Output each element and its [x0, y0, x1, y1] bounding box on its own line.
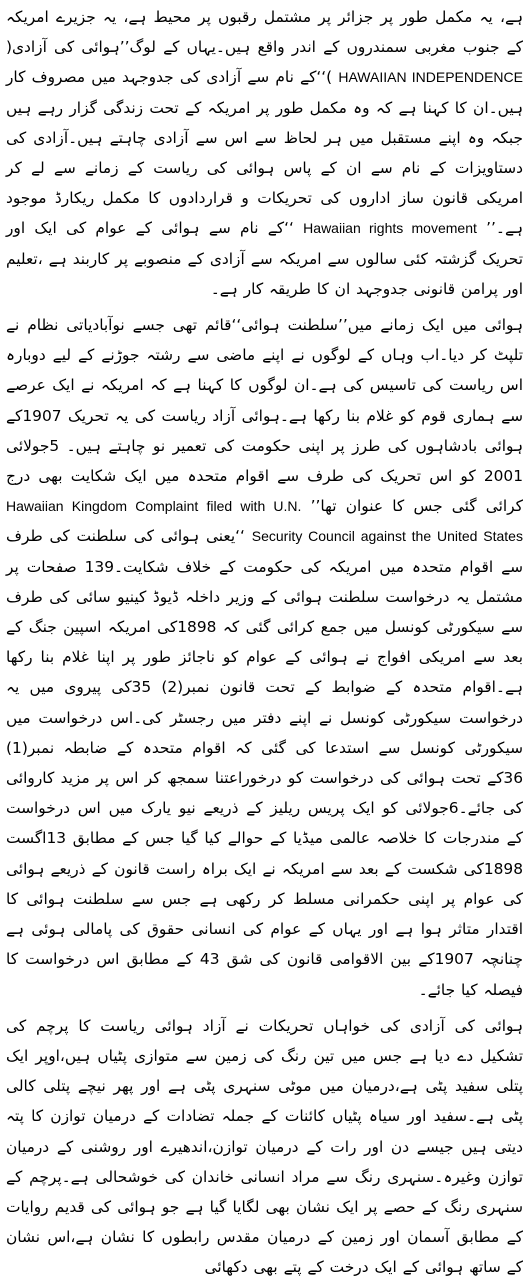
text-segment: ہے، یہ مکمل طور پر جزائر پر مشتمل رقبوں پر محیط ہے، یہ جزیرے امریکہ کے جنوب مغربی سمندروں کے اندر واقع ہیں۔یہاں کے لوگ’’ہوائی کی آزادی( — [6, 8, 523, 57]
text-segment: ہوائی میں ایک زمانے میں’’سلطنت ہوائی‘‘قائم تھی جسے نوآبادیاتی نظام نے تلپٹ کر دیا۔اب وہاں کے لوگوں نے اپنے ماضی سے رشتہ جوڑنے کے لیے دوبارہ اس ریاست کی تاسیس کی ہے۔ان لوگوں کا کہنا ہے کہ امریکہ نے ایک عرصے سے ہماری قوم کو غلام بنا رکھا ہے۔ہوائی آزاد ریاست کی یہ تحریک 1907کے ہوائی بادشاہوں کی طرز پر اپنی حکومت کی تعمیر نو چاہتے ہیں۔ 5جولائی 2001 کو اس تحریک کی طرف سے اقوام متحدہ میں ایک شکایت بھی درج کرائی گئی جس کا عنوان تھا’’ — [6, 316, 523, 516]
text-segment: )‘‘کے نام سے آزادی کی جدوجہد میں مصروف کار ہیں۔ان کا کہنا ہے کہ وہ مکمل طور پر امریکہ کے تحت زندگی گزار رہے ہیں جبکہ وہ اپنے مستقبل میں ہر لحاظ سے اس سے آزادی چاہتے ہیں۔آزادی کی دستاویزات کے نام سے ان کے پاس ہوائی کی ریاست کے زمانے سے لے کر امریکی قانون ساز اداروں کی تحریکات و قراردادوں کا مکمل ریکارڈ موجود ہے۔’’ — [6, 68, 523, 238]
paragraph-flag-description — [6, 1011, 523, 1283]
text-segment: ‘‘یعنی ہوائی کی سلطنت کی طرف سے اقوام متحدہ میں امریکہ کی حکومت کے خلاف شکایت۔139 صفحات پر مشتمل یہ درخواست سلطنت ہوائی کے وزیر داخلہ ڈیوڈ کینیو سائی کی طرف سے سیکورٹی کونسل میں جمع کرائی گئی کہ 1898کی امریکہ اسپین جنگ کے بعد سے امریکی افواج نے ہوائی کے عوام کو ناجائز طور پر اپنا غلام بنا رکھا ہے۔اقوام متحدہ کے ضوابط کے تحت قانون نمبر(2) 35کی پیروی میں یہ درخواست سیکورٹی کونسل نے اپنے دفتر میں رجسٹر کی۔اس درخواست میں سیکورٹی کونسل سے استدعا کی گئی کہ اقوام متحدہ کے ضابطہ نمبر(1) 36کے تحت ہوائی کی درخواست کو درخوراعتنا سمجھ کر اس پر مزید کاروائی کی جائے۔6جولائی کو ایک پریس ریلیز کے ذریعے نیو یارک میں اس درخواست کے مندرجات کا خلاصہ عالمی میڈیا کے حوالے کیا گیا جس کے مطابق 13اگست 1898کی شکست کے بعد سے امریکہ نے ایک براہ راست قانون کے ذریعے ہوائی کی عوام پر اپنی حکمرانی مسلط کر رکھی ہے جس سے سلطنت ہوائی کا اقتدار متاثر ہوا ہے اور یہاں کے عوام کی انسانی حقوق کی پامالی ہوئی ہے چنانچہ 1907کے بین الاقوامی قانون کی شق 43 کے مطابق اس درخواست کا فیصلہ کیا جائے۔ — [6, 527, 524, 999]
paragraph-kingdom-complaint — [6, 310, 523, 1005]
paragraph-hawaiian-independence — [6, 2, 523, 304]
text-segment: ہوائی کی آزادی کی خواہاں تحریکات نے آزاد ہوائی ریاست کا پرچم کی تشکیل دے دیا ہے جس میں تین رنگ کی زمین سے متوازی پٹیاں ہیں،اوپر ایک پتلی سفید پٹی ہے،درمیان میں موٹی سنہری پٹی ہے اور پھر نیچے پتلی کالی پٹی ہے۔سفید اور سیاہ پٹیاں کائنات کے جملہ تضادات کے درمیان توازن کا پتہ دیتی ہیں جیسے دن اور رات کے درمیان توازن،اندھیرے اور روشنی کے درمیان توازن وغیرہ۔سنہری رنگ سے مراد انسانی خاندان کی خوشحالی ہے۔پرچم کے سنہری رنگ کے حصے پر ایک نشان بھی لگایا گیا ہے جو ہوائی کی قدیم روایات کے مطابق آسمان اور زمین کے درمیان مقدس رابطوں کا نشان ہے،اس نشان کے ساتھ ہوائی کے ایک درخت کے پتے بھی دکھائی — [6, 1016, 523, 1277]
text-segment: ‘‘کے نام سے ہوائی کے عوام کی ایک اور تحریک گزشتہ کئی سالوں سے امریکہ سے آزادی کے منصوبے پر کاربند ہے ،تعلیم اور پرامن قانونی جدوجہد ان کا طریقہ کار ہے۔ — [6, 219, 523, 298]
english-term-rights-movement: Hawaiian rights movement — [303, 220, 477, 237]
english-term-complaint-title: Hawaiian Kingdom Complaint filed with U.N. Security Council against the United States — [6, 498, 523, 545]
english-term-hawaiian-independence: HAWAIIAN INDEPENDENCE — [338, 69, 523, 86]
